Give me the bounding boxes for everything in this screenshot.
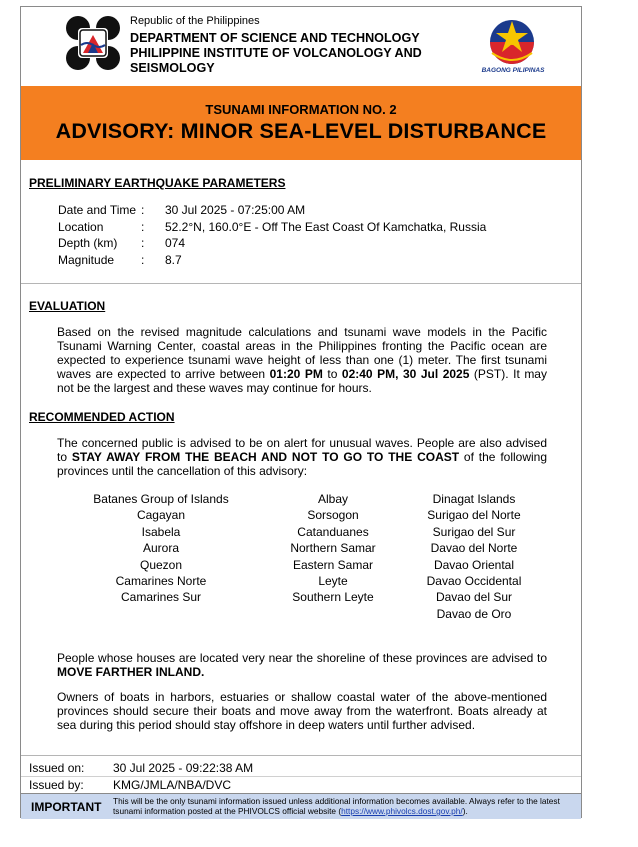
phivolcs-website-link[interactable]: https://www.phivolcs.dost.gov.ph/ [341, 806, 463, 816]
province-item: Southern Leyte [292, 590, 374, 605]
province-item: Davao del Sur [435, 590, 513, 605]
parameters-table [58, 203, 538, 269]
param-colon: : [141, 203, 145, 217]
province-item: Davao de Oro [436, 606, 512, 621]
evaluation-text-end: (PST). It may not be the largest and these waves may continue for hours. [57, 367, 547, 395]
param-colon: : [141, 252, 145, 267]
province-column [413, 491, 535, 622]
province-item: Catanduanes [297, 524, 369, 539]
boats-advice: Owners of boats in harbors, estuaries or shallow coastal water of the above-mentioned provinces should secure their boats and move away from the waterfront. Boats already at sea during this period should stay offshore in deep waters until further advised. [57, 690, 547, 732]
param-value: 30 Jul 2025 - 07:25:00 AM [165, 203, 306, 217]
section-divider [21, 755, 581, 756]
param-label: Date and Time [58, 203, 137, 217]
arrival-end-time: 02:40 PM, 30 Jul 2025 [341, 367, 470, 381]
republic-line: Republic of the Philippines [130, 15, 260, 27]
intro-text-end: of the following provinces until the cancellation of this advisory: [57, 450, 548, 478]
issued-on-value: 30 Jul 2025 - 09:22:38 AM [113, 761, 254, 775]
advisory-document [20, 6, 582, 818]
province-item: Batanes Group of Islands [93, 492, 229, 506]
province-item: Camarines Sur [120, 590, 202, 605]
department-line: DEPARTMENT OF SCIENCE AND TECHNOLOGY [130, 31, 420, 45]
province-item: Albay [317, 492, 349, 506]
important-notice [21, 793, 581, 819]
province-item: Davao Occidental [426, 574, 522, 589]
advisory-banner [21, 86, 581, 160]
param-label: Magnitude [58, 252, 115, 267]
bagong-pilipinas-caption: BAGONG PILIPINAS [481, 67, 545, 74]
province-item: Sorsogon [307, 508, 359, 523]
param-value: 8.7 [165, 252, 182, 267]
recommended-heading: RECOMMENDED ACTION [29, 410, 175, 424]
province-item: Surigao del Norte [427, 508, 521, 523]
province-item: Isabela [141, 524, 181, 539]
bulletin-number: TSUNAMI INFORMATION NO. 2 [205, 102, 397, 117]
province-item: Davao del Norte [430, 541, 518, 556]
parameters-heading: PRELIMINARY EARTHQUAKE PARAMETERS [29, 176, 286, 190]
important-message-end: ). [462, 806, 468, 816]
province-item: Cagayan [136, 508, 186, 523]
param-value: 52.2°N, 160.0°E - Off The East Coast Of Kamchatka, Russia [165, 219, 487, 234]
param-row [58, 220, 538, 237]
stay-away-warning: STAY AWAY FROM THE BEACH AND NOT TO GO TO THE COAST [71, 450, 460, 464]
province-item: Quezon [139, 557, 183, 572]
province-item: Aurora [142, 541, 180, 556]
evaluation-paragraph [57, 325, 547, 395]
province-item: Leyte [318, 574, 348, 589]
letterhead [21, 7, 581, 87]
param-row [58, 236, 538, 253]
important-label: IMPORTANT [31, 800, 102, 814]
evaluation-to: to [322, 367, 342, 381]
section-divider [21, 283, 581, 284]
issued-by-value: KMG/JMLA/NBA/DVC [113, 778, 232, 792]
province-item: Northern Samar [290, 541, 376, 556]
param-value: 074 [165, 236, 186, 250]
province-item: Dinagat Islands [432, 492, 516, 506]
department-name [130, 31, 460, 76]
province-item: Surigao del Sur [432, 524, 516, 539]
inland-advice [57, 651, 547, 679]
advisory-title: ADVISORY: MINOR SEA-LEVEL DISTURBANCE [55, 119, 547, 143]
param-row [58, 253, 538, 270]
province-column [81, 491, 241, 606]
arrival-start-time: 01:20 PM [269, 367, 323, 381]
evaluation-text: Based on the revised magnitude calculations and tsunami wave models in the Pacific Tsunami Warning Center, coastal areas in the Philippines fronting the Pacific ocean are expected to experience tsunami wave height of less than one (1) meter. The first tsunami waves are expected to arrive between [57, 325, 547, 381]
param-colon: : [141, 219, 145, 234]
param-label: Location [58, 219, 104, 234]
param-row [58, 203, 538, 220]
province-item: Davao Oriental [433, 557, 515, 572]
province-item: Camarines Norte [115, 574, 207, 589]
inland-text: People whose houses are located very near the shoreline of these provinces are advised to [57, 651, 547, 665]
evaluation-heading: EVALUATION [29, 299, 106, 313]
move-inland-warning: MOVE FARTHER INLAND. [57, 665, 205, 679]
issued-on-label: Issued on: [29, 761, 85, 775]
bagong-pilipinas-logo-icon [483, 13, 541, 67]
institute-line: PHILIPPINE INSTITUTE OF VOLCANOLOGY AND SEISMOLOGY [130, 46, 422, 75]
recommended-intro [57, 436, 547, 478]
param-label: Depth (km) [58, 236, 118, 250]
intro-text: The concerned public is advised to be on alert for unusual waves. People are also advised to [57, 436, 547, 464]
province-column [273, 491, 393, 606]
province-item: Eastern Samar [292, 557, 374, 572]
issued-by-label: Issued by: [29, 778, 84, 792]
important-text [113, 796, 575, 816]
phivolcs-logo-icon [65, 15, 121, 71]
section-divider [21, 776, 581, 777]
param-colon: : [141, 236, 145, 250]
important-message: This will be the only tsunami information issued unless additional information becomes available. Always refer to the latest tsunami information posted at the PHIVOLCS official website ( [113, 796, 560, 816]
